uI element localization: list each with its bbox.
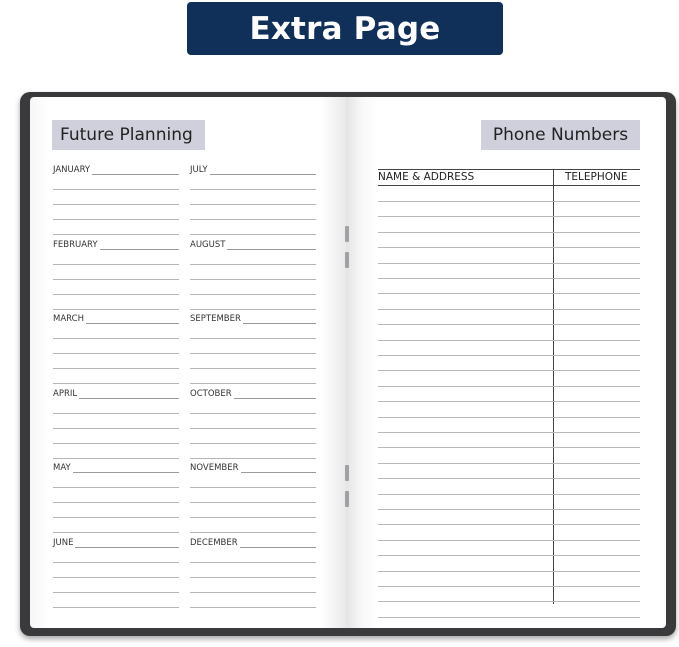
month-block [190,312,316,384]
table-row [378,586,640,587]
month-label: DECEMBER [190,537,238,548]
table-row [378,540,640,541]
month-label: AUGUST [190,239,226,250]
writing-line [53,563,179,578]
column-header-name-address: NAME & ADDRESS [378,171,475,183]
writing-line [190,190,316,205]
writing-line [53,578,179,593]
month-title-row [53,536,179,548]
staple [345,252,349,268]
table-row [378,447,640,448]
table-row [378,201,640,202]
writing-line [190,265,316,280]
month-title-line [79,390,179,399]
month-title-row [53,238,179,250]
month-title-row [53,312,179,324]
writing-line [190,548,316,563]
staple [345,491,349,507]
writing-line [53,503,179,518]
month-title-row [190,312,316,324]
writing-line [190,578,316,593]
month-title-line [234,390,316,399]
banner-label: Extra Page [249,10,441,47]
writing-line [190,593,316,608]
table-row [378,509,640,510]
table-top-rule [378,169,640,170]
writing-line [53,473,179,488]
month-title-line [240,539,316,548]
month-title-row [190,238,316,250]
month-block [53,163,179,235]
writing-line [190,444,316,459]
phone-numbers-heading-text: Phone Numbers [492,125,629,145]
month-block [53,387,179,459]
writing-line [190,354,316,369]
writing-line [190,563,316,578]
month-title-row [53,461,179,473]
writing-line [53,175,179,190]
month-block [53,238,179,310]
table-row [378,571,640,572]
table-row [378,432,640,433]
month-label: FEBRUARY [53,239,98,250]
phone-numbers-table [378,169,640,604]
month-block [53,461,179,533]
writing-line [190,205,316,220]
writing-line [53,295,179,310]
month-label: NOVEMBER [190,463,239,473]
writing-line [190,280,316,295]
month-title-line [86,315,179,324]
writing-line [53,414,179,429]
month-label: OCTOBER [190,388,232,399]
table-row [378,463,640,464]
month-title-row [190,387,316,399]
table-row [378,494,640,495]
month-title-row [53,387,179,399]
month-title-line [73,464,179,473]
month-label: MAY [53,463,71,473]
writing-line [53,265,179,280]
month-title-line [75,539,179,548]
writing-line [53,548,179,563]
month-title-line [241,464,316,473]
phone-numbers-heading [481,120,640,150]
month-block [190,461,316,533]
table-row [378,401,640,402]
month-block [190,163,316,235]
writing-line [190,250,316,265]
month-label: MARCH [53,314,84,324]
month-title-line [92,166,179,175]
writing-line [190,414,316,429]
month-title-row [53,163,179,175]
month-label: JULY [190,165,208,175]
future-planning-heading [52,120,205,150]
table-row [378,524,640,525]
table-row [378,263,640,264]
table-row [378,216,640,217]
staple [345,465,349,481]
writing-line [53,444,179,459]
writing-line [53,354,179,369]
month-block [190,536,316,608]
writing-line [53,593,179,608]
writing-line [190,220,316,235]
table-row [378,340,640,341]
writing-line [53,205,179,220]
writing-line [53,488,179,503]
month-title-line [227,241,316,250]
writing-line [53,250,179,265]
writing-line [190,473,316,488]
writing-line [53,518,179,533]
table-row [378,478,640,479]
month-title-row [190,536,316,548]
table-row [378,417,640,418]
table-row [378,617,640,618]
table-row [378,555,640,556]
writing-line [53,369,179,384]
month-label: JANUARY [53,165,91,175]
month-label: APRIL [53,388,78,399]
month-title-line [243,315,316,324]
month-title-line [210,166,316,175]
writing-line [190,339,316,354]
table-row [378,293,640,294]
month-label: JUNE [53,537,74,548]
writing-line [190,295,316,310]
table-row [378,247,640,248]
writing-line [53,280,179,295]
writing-line [53,429,179,444]
writing-line [53,220,179,235]
month-block [53,312,179,384]
writing-line [190,369,316,384]
table-row [378,386,640,387]
column-header-telephone: TELEPHONE [565,171,628,183]
table-row [378,309,640,310]
month-label: SEPTEMBER [190,314,241,324]
month-block [190,387,316,459]
table-row [378,324,640,325]
table-row [378,355,640,356]
table-row [378,370,640,371]
month-block [190,238,316,310]
writing-line [53,190,179,205]
writing-line [53,399,179,414]
extra-page-banner [187,2,503,55]
table-header-rule [378,185,640,186]
table-row [378,278,640,279]
staple [345,226,349,242]
month-title-line [100,241,179,250]
month-title-row [190,461,316,473]
writing-line [190,324,316,339]
writing-line [190,518,316,533]
writing-line [53,339,179,354]
writing-line [190,429,316,444]
future-planning-heading-text: Future Planning [60,125,193,145]
table-row [378,601,640,602]
table-row [378,232,640,233]
writing-line [53,324,179,339]
writing-line [190,503,316,518]
writing-line [190,488,316,503]
writing-line [190,175,316,190]
month-title-row [190,163,316,175]
month-block [53,536,179,608]
writing-line [190,399,316,414]
